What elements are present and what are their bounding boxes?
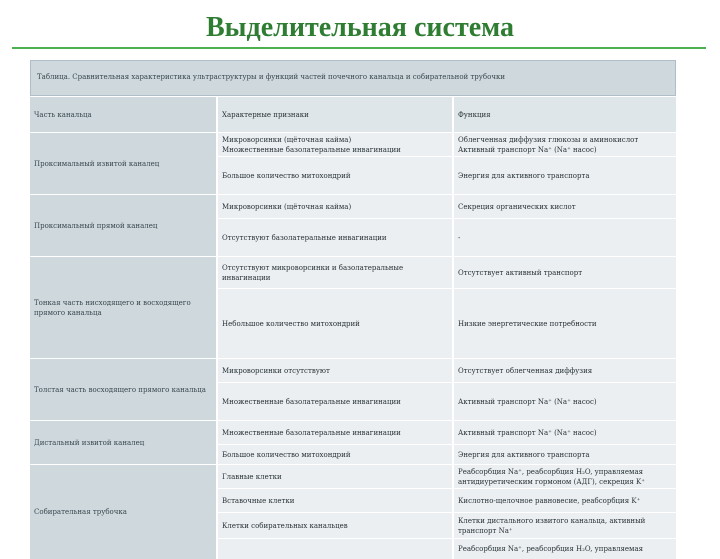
feature-cell: Микроворсинки (щёточная кайма) [217,195,453,219]
part-name-cell: Проксимальный извитой каналец [30,133,217,195]
function-cell: Активный транспорт Na⁺ (Na⁺ насос) [453,383,676,421]
function-cell: Реабсорбция Na⁺, реабсорбция H₂O, управляемая [453,539,676,559]
function-cell: Реабсорбция Na⁺, реабсорбция H₂O, управляемая антидиуретическим гормоном (АДГ), секреция K⁺ [453,465,676,489]
comparison-table [30,96,676,559]
title-underline [12,47,706,49]
table-row [30,257,676,289]
function-cell: - [453,219,676,257]
feature-cell: Главные клетки [217,465,453,489]
header-features: Характерные признаки [217,97,453,133]
feature-cell: Микроворсинки (щёточная кайма) Множественные базолатеральные инвагинации [217,133,453,157]
header-function: Функция [453,97,676,133]
feature-cell: Небольшое количество митохондрий [217,289,453,359]
header-part: Часть канальца [30,97,217,133]
feature-cell: Вставочные клетки [217,489,453,513]
function-cell: Отсутствует активный транспорт [453,257,676,289]
function-cell: Энергия для активного транспорта [453,157,676,195]
part-name-cell: Толстая часть восходящего прямого канальца [30,359,217,421]
feature-cell: Большое количество митохондрий [217,445,453,465]
part-name-cell: Собирательная трубочка [30,465,217,559]
table-row [30,465,676,489]
function-cell: Клетки дистального извитого канальца, активный транспорт Na⁺ [453,513,676,539]
part-name-cell: Дистальный извитой каналец [30,421,217,465]
feature-cell [217,539,453,559]
part-name-cell: Тонкая часть нисходящего и восходящего прямого канальца [30,257,217,359]
feature-cell: Микроворсинки отсутствуют [217,359,453,383]
function-cell: Секреция органических кислот [453,195,676,219]
feature-cell: Отсутствуют базолатеральные инвагинации [217,219,453,257]
page-title: Выделительная система [206,12,514,43]
table-row [30,359,676,383]
function-cell: Низкие энергетические потребности [453,289,676,359]
function-cell: Активный транспорт Na⁺ (Na⁺ насос) [453,421,676,445]
feature-cell: Множественные базолатеральные инвагинации [217,421,453,445]
function-cell: Облегченная диффузия глюкозы и аминокислот Активный транспорт Na⁺ (Na⁺ насос) [453,133,676,157]
function-cell: Энергия для активного транспорта [453,445,676,465]
feature-cell: Множественные базолатеральные инвагинации [217,383,453,421]
header-row [30,97,676,133]
table-row [30,421,676,445]
function-cell: Отсутствует облегченная диффузия [453,359,676,383]
table-row [30,133,676,157]
feature-cell: Клетки собирательных канальцев [217,513,453,539]
feature-cell: Отсутствуют микроворсинки и базолатеральные инвагинации [217,257,453,289]
table-row [30,195,676,219]
feature-cell: Большое количество митохондрий [217,157,453,195]
part-name-cell: Проксимальный прямой каналец [30,195,217,257]
function-cell: Кислотно-щелочное равновесие, реабсорбция K⁺ [453,489,676,513]
table-caption: Таблица. Сравнительная характеристика ультраструктуры и функций частей почечного канальца и собирательной трубочки [30,60,676,96]
